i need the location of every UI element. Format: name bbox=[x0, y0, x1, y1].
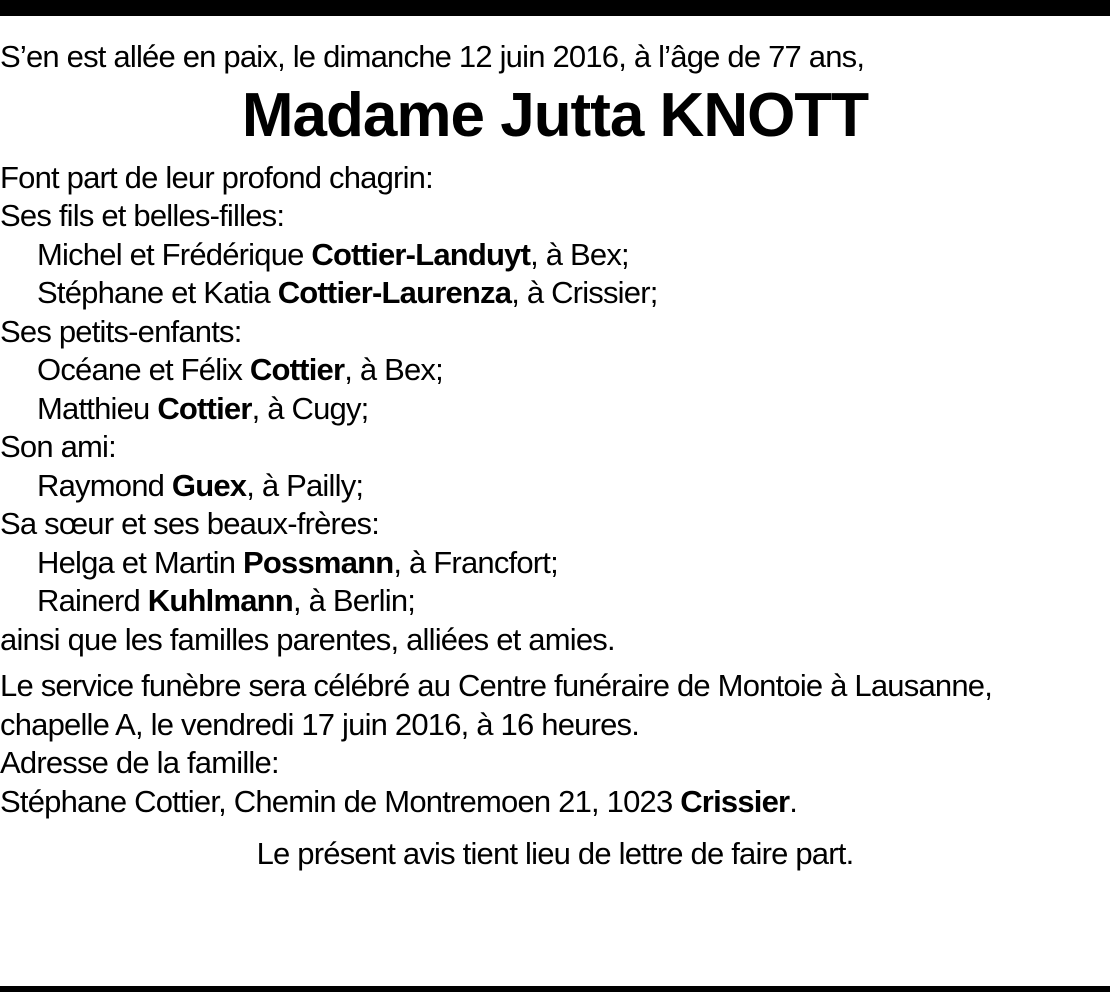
relative-given-names: Michel et Frédérique bbox=[37, 236, 312, 272]
address-heading: Adresse de la famille: bbox=[0, 745, 279, 780]
siblings-heading: Sa sœur et ses beaux-frères: bbox=[0, 506, 380, 541]
relative-place: , à Cugy; bbox=[251, 390, 369, 426]
address-text: Stéphane Cottier, Chemin de Montremoen 21, 1023 bbox=[0, 783, 681, 819]
death-notice bbox=[0, 38, 1110, 874]
relative-surname: Possmann bbox=[243, 544, 394, 580]
relative-surname: Guex bbox=[171, 467, 247, 503]
families-line: ainsi que les familles parentes, alliées et amies. bbox=[0, 621, 615, 657]
relative-given-names: Stéphane et Katia bbox=[37, 275, 278, 310]
relative-given-names: Océane et Félix bbox=[37, 352, 250, 387]
top-rule bbox=[0, 0, 1110, 16]
service-line-2: chapelle A, le vendredi 17 juin 2016, à 16 heures. bbox=[0, 706, 640, 742]
relative-place: , à Francfort; bbox=[393, 544, 558, 580]
relative-given-names: Helga et Martin bbox=[37, 544, 244, 580]
relative-entry bbox=[0, 582, 1110, 621]
relative-place: , à Bex; bbox=[530, 236, 629, 272]
sons-heading: Ses fils et belles-filles: bbox=[0, 198, 285, 233]
relative-surname: Kuhlmann bbox=[147, 583, 293, 618]
address-city: Crissier bbox=[680, 783, 790, 819]
intro-line: S’en est allée en paix, le dimanche 12 juin 2016, à l’âge de 77 ans, bbox=[0, 39, 865, 74]
relative-surname: Cottier-Laurenza bbox=[277, 275, 512, 310]
relative-surname: Cottier bbox=[249, 352, 345, 387]
relative-place: , à Crissier; bbox=[511, 275, 658, 310]
relative-place: , à Pailly; bbox=[246, 467, 364, 503]
relative-entry bbox=[0, 236, 1110, 275]
relative-entry bbox=[0, 351, 1110, 390]
address-end: . bbox=[789, 783, 798, 819]
relative-surname: Cottier bbox=[157, 390, 252, 426]
announce-line: Font part de leur profond chagrin: bbox=[0, 159, 433, 195]
closing-line: Le présent avis tient lieu de lettre de faire part. bbox=[256, 836, 854, 871]
relative-entry bbox=[0, 274, 1110, 313]
relative-entry bbox=[0, 467, 1110, 506]
relative-place: , à Bex; bbox=[344, 352, 443, 387]
relative-place: , à Berlin; bbox=[292, 583, 416, 618]
relative-given-names: Rainerd bbox=[37, 583, 148, 618]
bottom-rule bbox=[0, 986, 1110, 992]
relative-given-names: Raymond bbox=[37, 467, 172, 503]
relative-entry bbox=[0, 544, 1110, 583]
address-line bbox=[0, 783, 1110, 822]
relative-surname: Cottier-Landuyt bbox=[311, 236, 531, 272]
friend-heading: Son ami: bbox=[0, 429, 116, 464]
grandchildren-heading: Ses petits-enfants: bbox=[0, 313, 242, 349]
relative-entry bbox=[0, 390, 1110, 429]
service-line-1: Le service funèbre sera célébré au Centre funéraire de Montoie à Lausanne, bbox=[0, 668, 993, 703]
relative-given-names: Matthieu bbox=[37, 390, 158, 426]
deceased-name: Madame Jutta KNOTT bbox=[241, 80, 869, 150]
